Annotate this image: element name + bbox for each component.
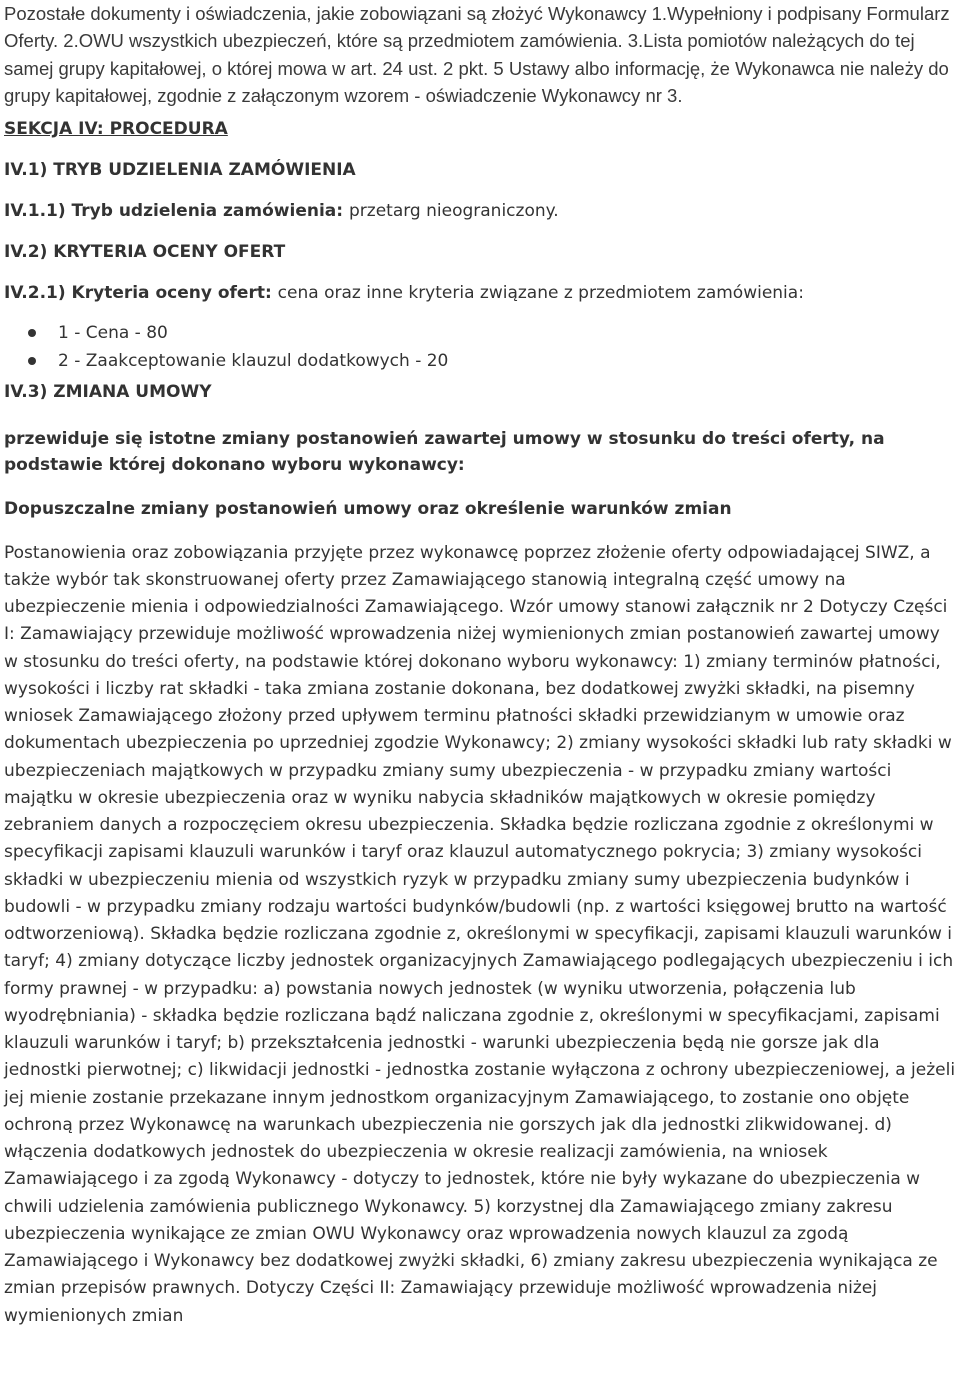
kryteria-item [4, 280, 956, 307]
section-title: SEKCJA IV: PROCEDURA [4, 118, 228, 139]
zmiana-bold-paragraph: przewiduje się istotne zmiany postanowień zawartej umowy w stosunku do treści oferty, na podstawie której dokonano wyboru wykonawcy: [4, 428, 885, 475]
tryb-item-label: IV.1.1) Tryb udzielenia zamówienia: [4, 200, 344, 221]
zmiana-body: Postanowienia oraz zobowiązania przyjęte przez wykonawcę poprzez złożenie oferty odpowiadającej SIWZ, a także wybór tak skonstruowanej oferty przez Zamawiającego stanowią integralną część umowy na ubezpieczenie mienia i odpowiedzialności Zamawiającego. Wzór umowy stanowi załącznik nr 2 Dotyczy Części I: Zamawiający przewiduje możliwość wprowadzenia niżej wymienionych zmian postanowień zawartej umowy w stosunku do treści oferty, na podstawie której dokonano wyboru wykonawcy: 1) zmiany terminów płatności, wysokości i liczby rat składki - taka zmiana zostanie dokonana, bez dodatkowej zwyżki składki, na pisemny wniosek Zamawiającego złożony przed upływem terminu płatności składki przewidzianym w umowie oraz dokumentach ubezpieczenia po uprzedniej zgodzie Wykonawcy; 2) zmiany wysokości składki lub raty składki w ubezpieczeniach majątkowych w przypadku zmiany sumy ubezpieczenia - w przypadku zmiany wartości majątku w okresie ubezpieczenia oraz w wyniku nabycia składników majątkowych w okresie pomiędzy zebraniem danych a rozpoczęciem okresu ubezpieczenia. Składka będzie rozliczana zgodnie z określonymi w specyfikacji zapisami klauzuli warunków i taryf oraz klauzul automatycznego pokrycia; 3) zmiany wysokości składki w ubezpieczeniu mienia od wszystkich ryzyk w przypadku zmiany sumy ubezpieczenia budynków i budowli - w przypadku zmiany rodzaju wartości budynków/budowli (np. z wartości księgowej brutto na wartość odtworzeniową). Składka będzie rozliczana zgodnie z, określonymi w specyfikacji, zapisami klauzuli warunków i taryf; 4) zmiany dotyczące liczby jednostek organizacyjnych Zamawiającego podlegających ubezpieczeniu i ich formy prawnej - w przypadku: a) powstania nowych jednostek (w wyniku utworzenia, połączenia lub wyodrębniania) - składka będzie rozliczana bądź naliczana zgodnie z, określonymi w specyfikacjami, zapisami klauzuli warunków i taryf; b) przekształcenia jednostki - warunki ubezpieczenia będą nie gorsze jak dla jednostki pierwotnej; c) likwidacji jednostki - jednostka zostanie wyłączona z ochrony ubezpieczeniowej, a jeżeli jej mienie zostanie przekazane innym jednostkom organizacyjnym Zamawiającego, to zostanie ono objęte ochroną przez Wykonawcę na warunkach ubezpieczenia nie gorszych jak dla jednostki zlikwidowanej. d) włączenia dodatkowych jednostek do ubezpieczenia w okresie realizacji zamówienia, na wniosek Zamawiającego i za zgodą Wykonawcy - dotyczy to jednostek, które nie były wykazane do ubezpieczenia w chwili udzielenia zamówienia publicznego Wykonawcy. 5) korzystnej dla Zamawiającego zmiany zakresu ubezpieczenia wynikające ze zmian OWU Wykonawcy oraz wprowadzenia nowych klauzul za zgodą Zamawiającego i Wykonawcy bez dodatkowej zwyżki składki, 6) zmiany zakresu ubezpieczenia wynikająca ze zmian przepisów prawnych. Dotyczy Części II: Zamawiający przewiduje możliwość wprowadzenia niżej wymienionych zmian [4, 542, 956, 1326]
bullet-icon [28, 329, 36, 337]
intro-paragraph: Pozostałe dokumenty i oświadczenia, jakie zobowiązani są złożyć Wykonawcy 1.Wypełniony i podpisany Formularz Oferty. 2.OWU wszystkich ubezpieczeń, które są przedmiotem zamówienia. 3.Lista pomiotów należących do tej samej grupy kapitałowej, o której mowa w art. 24 ust. 2 pkt. 5 Ustawy albo informację, że Wykonawca nie należy do grupy kapitałowej, zgodnie z załączonym wzorem - oświadczenie Wykonawcy nr 3. [4, 3, 950, 107]
criteria-list [4, 319, 956, 375]
zmiana-subtitle: Dopuszczalne zmiany postanowień umowy oraz określenie warunków zmian [4, 498, 732, 519]
criterion-text: 2 - Zaakceptowanie klauzul dodatkowych - 20 [58, 350, 449, 371]
list-item [28, 319, 956, 347]
tryb-item-value: przetarg nieograniczony. [348, 200, 559, 221]
criterion-text: 1 - Cena - 80 [58, 322, 168, 343]
kryteria-item-label: IV.2.1) Kryteria oceny ofert: [4, 282, 272, 303]
zmiana-heading: IV.3) ZMIANA UMOWY [4, 381, 212, 402]
tryb-heading: IV.1) TRYB UDZIELENIA ZAMÓWIENIA [4, 159, 356, 180]
kryteria-item-value: cena oraz inne kryteria związane z przedmiotem zamówienia: [277, 282, 804, 303]
bullet-icon [28, 357, 36, 365]
kryteria-heading: IV.2) KRYTERIA OCENY OFERT [4, 241, 286, 262]
tryb-item [4, 198, 956, 225]
list-item [28, 347, 956, 375]
